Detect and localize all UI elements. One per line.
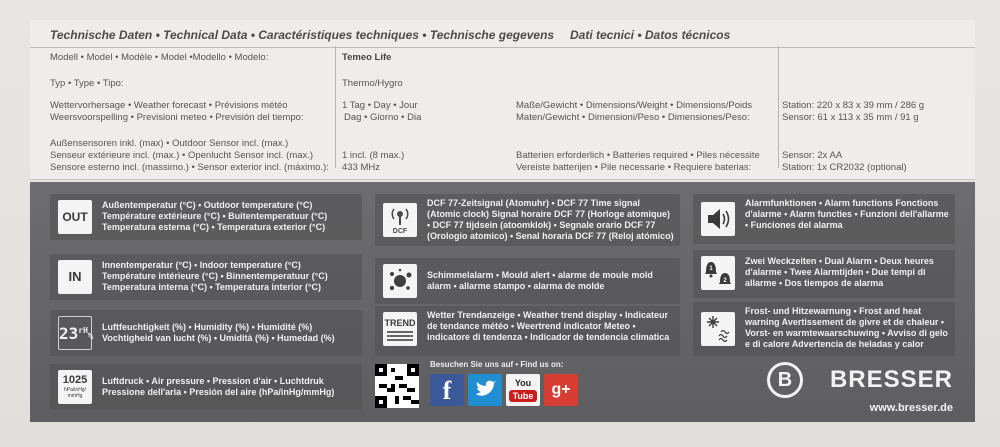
feature-frost-heat <box>693 302 955 356</box>
feature-text: DCF 77-Zeitsignal (Atomuhr) • DCF 77 Time signal (Atomic clock) Signal horaire DCF 77 (Horloge atomique) • DCF 77 tijdsein (atoomklok) • Segnale orario DCF 77 (Orologio atomico) • Senal horaria DCF 77 (Reloj atómico) <box>427 198 674 241</box>
brand-name: BRESSER <box>829 366 953 393</box>
feature-indoor <box>50 254 362 300</box>
spec-label-line: Batterien erforderlich • Batteries required • Piles nécessite <box>516 150 760 161</box>
facebook-icon[interactable] <box>430 374 464 406</box>
bell-1-label: 1 <box>709 266 713 272</box>
pressure-icon <box>58 370 92 404</box>
feature-trend <box>375 306 680 356</box>
feature-mould <box>375 258 680 304</box>
trend-icon <box>383 312 417 346</box>
feature-alarm <box>693 194 955 244</box>
spec-value <box>782 138 972 174</box>
radio-tower-icon <box>383 203 417 237</box>
indoor-icon-label: IN <box>68 269 82 284</box>
spec-label: Typ • Type • Tipo: <box>50 78 124 89</box>
feature-humidity <box>50 310 362 356</box>
feature-text: Alarmfunktionen • Alarm functions Fonctions d'alarme • Alarm functies • Funzioni dell'allarme • Funciones del alarma <box>745 198 949 230</box>
twitter-icon[interactable] <box>468 374 502 406</box>
bell-2-label: 2 <box>723 278 727 284</box>
feature-text: Luftfeuchtigkeit (%) • Humidity (%) • Humidité (%) Vochtigheid van lucht (%) • Umidità (%) • Humedad (%) <box>102 322 335 343</box>
technical-data-panel <box>30 20 975 180</box>
spec-value: Thermo/Hygro <box>342 78 403 89</box>
spec-value-line: Sensor: 2x AA <box>782 150 843 161</box>
technical-data-header <box>30 20 975 48</box>
feature-text: Außentemperatur (°C) • Outdoor temperature (°C) Température extérieure (°C) • Buitentemperatuur (°C) Temperatura esterna (°C) • Temperatura exterior (°C) <box>102 200 328 232</box>
spec-value <box>342 138 512 174</box>
spec-value-line: Dag • Giorno • Dia <box>344 112 422 123</box>
bresser-logo-icon <box>767 362 803 398</box>
humidity-icon-unit: % <box>87 332 94 342</box>
header-title-left: Technische Daten • Technical Data • Caractéristiques techniques • Technische gegevens <box>50 28 555 42</box>
brand-url[interactable]: www.bresser.de <box>869 402 953 414</box>
feature-text: Wetter Trendanzeige • Weather trend display • Indicateur de tendance météo • Weertrend indicator Meteo • indicatore di tendenza • Indicador de tendencia climatica <box>427 310 670 342</box>
spec-label-line: Maten/Gewicht • Dimensioni/Peso • Dimensiones/Peso: <box>516 112 750 123</box>
spec-value <box>782 100 972 124</box>
feature-dcf <box>375 194 680 246</box>
youtube-icon-label: You <box>514 378 532 388</box>
feature-text: Innentemperatur (°C) • Indoor temperature (°C) Température intérieure (°C) • Binnentemperatuur (°C) Temperatura interna (°C) • Temperatura interior (°C) <box>102 260 328 292</box>
feature-dual-alarm <box>693 250 955 298</box>
spec-value-line: Station: 220 x 83 x 39 mm / 286 g <box>782 100 925 111</box>
spec-value-line: 433 MHz <box>342 162 381 173</box>
spec-value-line: 1 Tag • Day • Jour <box>342 100 418 111</box>
mould-icon <box>383 264 417 298</box>
spec-label <box>50 138 330 174</box>
feature-outdoor <box>50 194 362 240</box>
social-label: Besuchen Sie uns auf • Find us on: <box>430 360 564 369</box>
spec-label-line: Außensensoren inkl. (max) • Outdoor Sensor incl. (max.) <box>50 138 289 149</box>
header-title-right: Dati tecnici • Datos técnicos <box>570 28 731 42</box>
dcf-icon-label: DCF <box>392 228 408 235</box>
feature-pressure <box>50 364 362 410</box>
google-plus-icon-label: g+ <box>551 381 571 398</box>
features-panel <box>30 182 975 422</box>
divider <box>335 46 336 168</box>
google-plus-icon[interactable] <box>544 374 578 406</box>
pressure-icon-value: 1025 <box>62 374 88 386</box>
spec-label-line: Sensore esterno incl. (massimo.) • Sensor exterior incl. (máximo.): <box>50 162 329 173</box>
spec-label <box>50 100 330 124</box>
spec-value-line: Station: 1x CR2032 (optional) <box>782 162 907 173</box>
speaker-icon <box>701 202 735 236</box>
humidity-icon-value: 23 <box>59 324 79 343</box>
spec-value <box>342 100 512 124</box>
feature-text: Schimmelalarm • Mould alert • alarme de moule mold alarm • allarme stampo • alarma de molde <box>427 270 653 291</box>
spec-value: Temeo Life <box>342 52 392 63</box>
humidity-icon-rh: rH <box>78 326 88 335</box>
spec-label <box>516 138 786 174</box>
feature-text: Zwei Weckzeiten • Dual Alarm • Deux heures d'alarme • Twee Alarmtijden • Due tempi di allarme • Dos tiempos de alarma <box>745 256 934 288</box>
spec-label-line: Maße/Gewicht • Dimensions/Weight • Dimensions/Poids <box>516 100 753 111</box>
spec-label <box>516 100 786 124</box>
facebook-icon-label: f <box>442 376 452 405</box>
pressure-icon-unit: hPa/inHg/ mmHg <box>64 387 86 399</box>
outdoor-icon <box>58 200 92 234</box>
bell-icon <box>701 256 735 290</box>
feature-text: Luftdruck • Air pressure • Pression d'air • Luchtdruk Pressione dell'aria • Presión del aire (hPa/inHg/mmHg) <box>102 376 335 397</box>
youtube-icon[interactable] <box>506 374 540 406</box>
frost-heat-icon <box>701 312 735 346</box>
indoor-icon <box>58 260 92 294</box>
spec-label-line: Vereiste batterijen • Pile necessarie • Requiere baterias: <box>516 162 752 173</box>
spec-label-line: Weersvoorspelling • Previsioni meteo • Previsión del tiempo: <box>50 112 304 123</box>
spec-label-line: Wettervorhersage • Weather forecast • Prévisions météo <box>50 100 288 111</box>
spec-label-line: Senseur extérieure incl. (max.) • Openlucht Sensor incl. (max.) <box>50 150 314 161</box>
bresser-logo-letter: B <box>777 369 793 391</box>
spec-value-line: Sensor: 61 x 113 x 35 mm / 91 g <box>782 112 919 123</box>
qr-code[interactable] <box>375 364 419 408</box>
youtube-icon-label: Tube <box>509 390 537 402</box>
trend-icon-label: TREND <box>384 318 416 328</box>
humidity-icon <box>58 316 92 350</box>
spec-label: Modell • Model • Modèle • Model •Modello • Modelo: <box>50 52 269 63</box>
feature-text: Frost- und Hitzewarnung • Frost and heat warning Avertissement de givre et de chaleur • Vorst- en warmtewaarschuwing • Avviso di gelo e di calore Advertencia de heladas y calor <box>745 306 948 349</box>
spec-value-line: 1 incl. (8 max.) <box>342 150 405 161</box>
outdoor-icon-label: OUT <box>62 210 88 224</box>
